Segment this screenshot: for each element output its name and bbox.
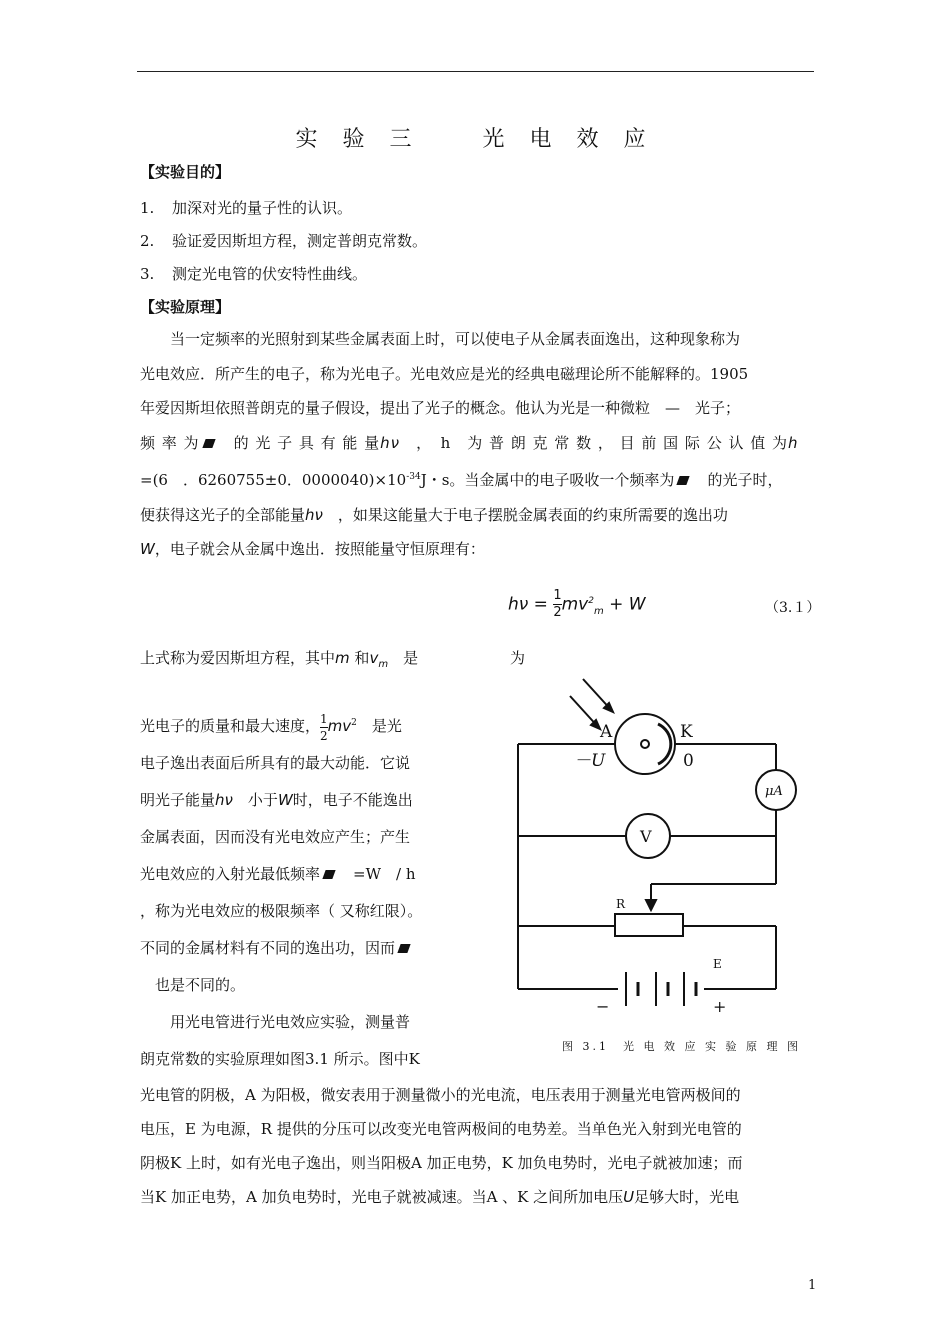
list-item: 1. 加深对光的量子性的认识。 [140,199,353,217]
figure-caption: 图 3.1 光 电 效 应 实 验 原 理 图 [562,1040,801,1053]
microammeter-label: μA [765,784,783,799]
page-title: 实 验 三 光 电 效 应 [295,127,655,152]
minus-u-label: －U [574,751,606,771]
nu-symbol-glyph [677,476,690,485]
resistor-label: R [616,897,626,911]
battery-plus-label: + [713,997,727,1016]
header-rule [137,71,814,72]
circuit-diagram [508,674,813,1019]
wei-text: 为 [510,649,526,667]
left-column-text: 上式称为爱因斯坦方程，其中m 和$v_m$ 是 光电子的质量和最大速度， $\frac{1}{2}$ $mv^2$ 是光 电子逸出表面后所具有的最大动能．它说 明光子能量hν 小于W时，电子不能逸出 金属表面，因而没有光电效应产生；产生 光电效应的入射光最低频率 =W / h ，称为光电效应的极限频率（ 又称红限）。 不同的金属材料有不同的逸出功，因而 也是不同的。 用光电管进行光电效应实验，测量普 朗克常数的实验原理如图3.1 所示。图中K [140,649,423,1068]
battery-label: E [713,957,722,971]
list-item: 3. 测定光电管的伏安特性曲线。 [140,265,368,283]
nu-symbol-glyph [202,439,215,448]
voltmeter-label: V [640,827,652,846]
section-heading-principle: 【实验原理】 [140,298,231,316]
zero-label: 0 [683,751,694,771]
anode-label: A [600,722,613,742]
list-item: 2. 验证爱因斯坦方程，测定普朗克常数。 [140,232,428,250]
einstein-equation: hν = $\frac{1}{2}$ $mv^2_m + W$ [508,588,646,620]
battery-minus-label: − [596,997,610,1016]
equation-number: （3.１） [765,600,821,616]
section-heading-purpose: 【实验目的】 [140,163,231,181]
nu-symbol-glyph [397,944,410,953]
bottom-paragraph: 光电管的阴极，A 为阳极，微安表用于测量微小的光电流，电压表用于测量光电管两极间的 电压，E 为电源，R 提供的分压可以改变光电管两极间的电势差。当单色光入射到光电管的 阴极K 上时，如有光电子逸出，则当阳极A 加正电势，K 加负电势时，光电子就被加速；而 当K 加正电势，A 加负电势时，光电子就被减速。当A 、K 之间所加电压U足够大时，光电 [140,1086,743,1206]
principle-paragraph: 当一定频率的光照射到某些金属表面上时，可以使电子从金属表面逸出，这种现象称为 光电效应．所产生的电子，称为光电子。光电效应是光的经典电磁理论所不能解释的。1905 年爱因斯坦依照普朗克的量子假设，提出了光子的概念。他认为光是一种微粒 — 光子； 频 率 为 的 光 子 具 有 能 量hν ， h 为 普 朗 克 常 数 ， 目 前 国 际 公 认 值 为h =(6 ．6260755±0．$0000040)\times 10^{-34}J$・s。当金属中的电子吸收一个频率为 的光子时， 便获得这光子的全部能量hν ，如果这能量大于电子摆脱金属表面的约束所需要的逸出功 W，电子就会从金属中逸出．按照能量守恒原理有： [140,330,799,558]
page-number: 1 [808,1278,817,1293]
cathode-label: K [680,722,693,742]
nu-symbol-glyph [322,870,335,879]
